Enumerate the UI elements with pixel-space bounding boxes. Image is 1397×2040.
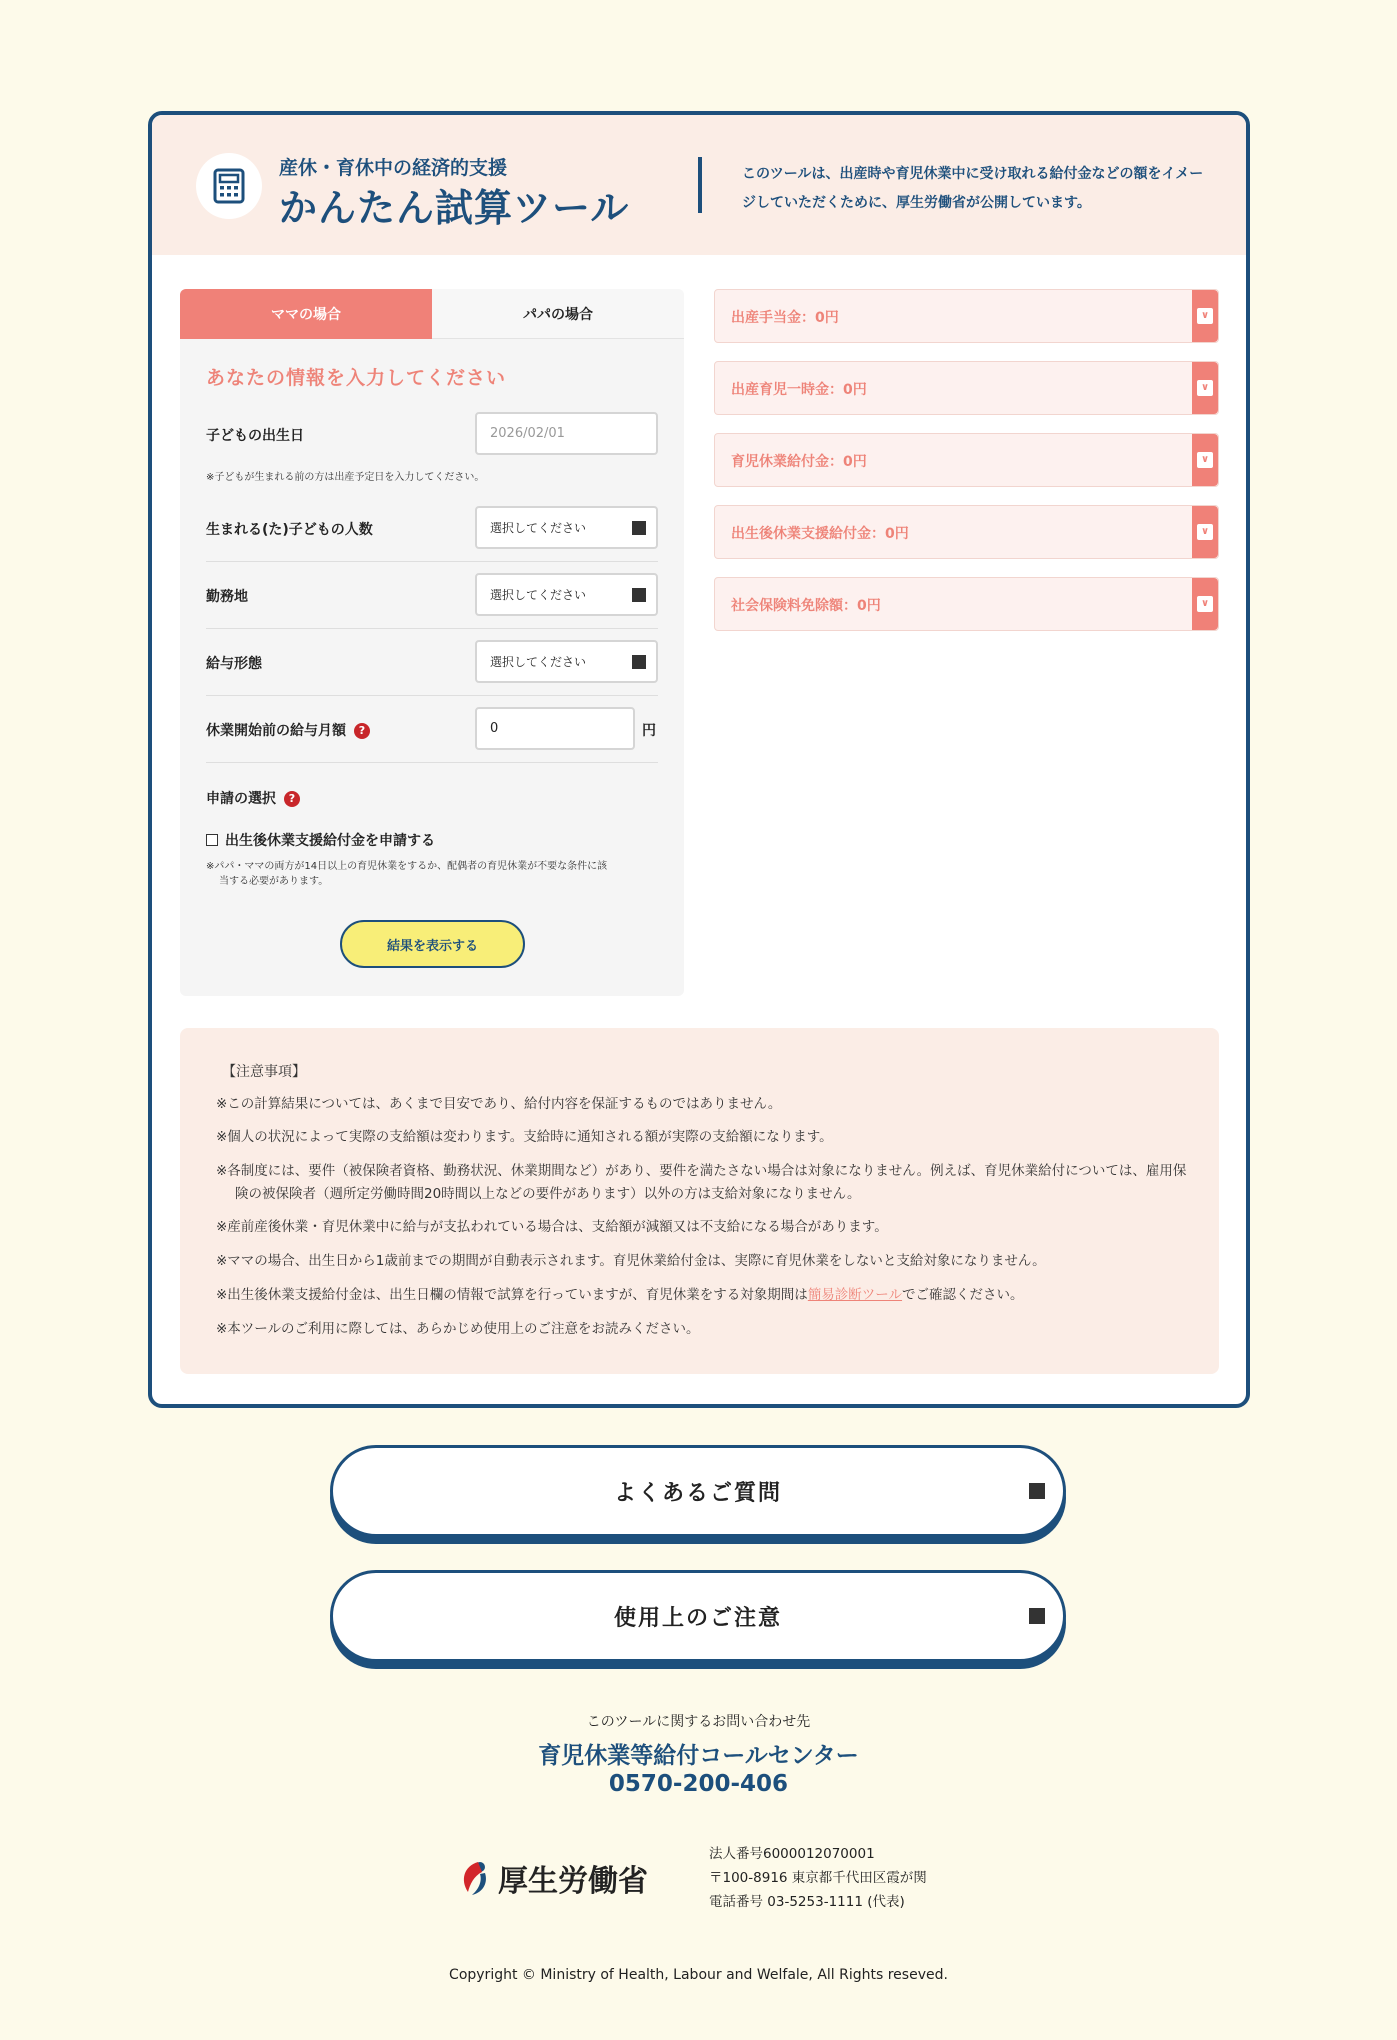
application-label-text: 申請の選択 xyxy=(206,791,276,807)
notes-item: ※本ツールのご利用に際しては、あらかじめ使用上のご注意をお読みください。 xyxy=(216,1321,700,1337)
simple-diagnosis-link[interactable]: 簡易診断ツール xyxy=(807,1287,903,1303)
birthdate-label: 子どもの出生日 xyxy=(206,428,304,444)
select-arrow-icon xyxy=(632,588,646,602)
application-note-line: 当する必要があります。 xyxy=(219,876,329,887)
salary-label xyxy=(206,720,370,740)
salary-value: 0 xyxy=(490,721,499,736)
phone-number: 電話番号 03-5253-1111 (代表) xyxy=(709,1894,905,1910)
contact-label: このツールに関するお問い合わせ先 xyxy=(586,1714,811,1730)
notes-text: でご確認ください。 xyxy=(902,1287,1024,1303)
yen-unit: 円 xyxy=(642,723,656,739)
salary-type-value: 選択してください xyxy=(490,655,587,669)
copyright: Copyright © Ministry of Health, Labour and Welfale, All Rights reseved. xyxy=(449,1967,948,1983)
application-note xyxy=(206,859,666,889)
expand-button[interactable] xyxy=(1192,506,1218,558)
workplace-select[interactable] xyxy=(475,573,658,616)
expand-button[interactable] xyxy=(1192,434,1218,486)
notes-box xyxy=(180,1028,1219,1374)
mhlw-logo[interactable] xyxy=(458,1854,648,1902)
header-description: このツールは、出産時や育児休業中に受け取れる給付金などの額をイメージしていただくために、厚生労働省が公開しています。 xyxy=(742,166,1204,211)
apply-checkbox-label[interactable]: 出生後休業支援給付金を申請する xyxy=(225,833,435,849)
mhlw-logo-icon xyxy=(458,1858,492,1898)
chevron-down-icon: ∨ xyxy=(1197,452,1213,468)
help-icon[interactable]: ? xyxy=(284,791,300,807)
result-maternity-allowance[interactable] xyxy=(714,289,1219,343)
notes-item: ※ママの場合、出生日から1歳前までの期間が自動表示されます。育児休業給付金は、実際に育児休業をしないと支給対象になりません。 xyxy=(216,1253,1046,1269)
apply-checkbox[interactable] xyxy=(206,834,218,846)
row-divider xyxy=(206,695,658,696)
page-title: かんたん試算ツール xyxy=(279,186,630,230)
faq-label: よくあるご質問 xyxy=(613,1480,782,1506)
call-center-name: 育児休業等給付コールセンター xyxy=(538,1743,859,1769)
notes-title: 【注意事項】 xyxy=(222,1064,306,1080)
caution-label: 使用上のご注意 xyxy=(613,1605,782,1631)
children-count-value: 選択してください xyxy=(490,521,587,535)
birthdate-input[interactable] xyxy=(475,412,658,455)
arrow-icon xyxy=(1029,1608,1045,1624)
application-note-line: ※パパ・ママの両方が14日以上の育児休業をするか、配偶者の育児休業が不要な条件に該 xyxy=(206,861,608,872)
result-label: 出産育児一時金：0円 xyxy=(731,382,867,398)
salary-label-text: 休業開始前の給与月額 xyxy=(206,723,346,739)
result-label: 出生後休業支援給付金：0円 xyxy=(731,526,909,542)
org-address xyxy=(709,1842,927,1914)
chevron-down-icon: ∨ xyxy=(1197,596,1213,612)
salary-type-label: 給与形態 xyxy=(206,656,262,672)
result-postbirth-support-benefit[interactable] xyxy=(714,505,1219,559)
result-childbirth-lump-sum[interactable] xyxy=(714,361,1219,415)
select-arrow-icon xyxy=(632,655,646,669)
notes-item: ※個人の状況によって実際の支給額は変わります。支給時に通知される額が実際の支給額になります。 xyxy=(216,1129,833,1145)
application-label xyxy=(206,788,300,808)
call-center-tel: 0570-200-406 xyxy=(608,1771,789,1797)
input-form-panel xyxy=(180,289,684,996)
header-subtitle: 産休・育休中の経済的支援 xyxy=(279,157,508,179)
result-social-insurance-exemption[interactable] xyxy=(714,577,1219,631)
expand-button[interactable] xyxy=(1192,362,1218,414)
birthdate-value: 2026/02/01 xyxy=(490,426,565,441)
workplace-label: 勤務地 xyxy=(206,589,248,605)
children-count-select[interactable] xyxy=(475,506,658,549)
children-count-label: 生まれる(た)子どもの人数 xyxy=(206,522,373,538)
salary-type-select[interactable] xyxy=(475,640,658,683)
corp-number: 法人番号6000012070001 xyxy=(709,1846,875,1862)
calculator-card xyxy=(148,111,1250,1408)
address: 〒100-8916 東京都千代田区霞が関 xyxy=(709,1870,927,1886)
result-label: 社会保険料免除額：0円 xyxy=(731,598,881,614)
result-childcare-leave-benefit[interactable] xyxy=(714,433,1219,487)
chevron-down-icon: ∨ xyxy=(1197,308,1213,324)
mhlw-name: 厚生労働省 xyxy=(498,1864,648,1899)
help-icon[interactable]: ? xyxy=(354,723,370,739)
header-divider xyxy=(698,157,702,213)
row-divider xyxy=(206,561,658,562)
card-header xyxy=(152,115,1246,255)
notes-text: ※出生後休業支援給付金は、出生日欄の情報で試算を行っていますが、育児休業をする対象期間は xyxy=(216,1287,808,1303)
faq-button[interactable] xyxy=(330,1445,1066,1537)
chevron-down-icon: ∨ xyxy=(1197,380,1213,396)
result-label: 出産手当金：0円 xyxy=(731,310,839,326)
tab-papa[interactable]: パパの場合 xyxy=(432,289,684,339)
notes-item xyxy=(216,1284,1191,1307)
row-divider xyxy=(206,762,658,763)
notes-item: ※産前産後休業・育児休業中に給与が支払われている場合は、支給額が減額又は不支給になる場合があります。 xyxy=(216,1219,888,1235)
calculator-icon xyxy=(196,153,262,219)
birthdate-note: ※子どもが生まれる前の方は出産予定日を入力してください。 xyxy=(206,472,485,483)
row-divider xyxy=(206,628,658,629)
result-label: 育児休業給付金：0円 xyxy=(731,454,867,470)
expand-button[interactable] xyxy=(1192,290,1218,342)
form-heading: あなたの情報を入力してください xyxy=(206,367,507,389)
chevron-down-icon: ∨ xyxy=(1197,524,1213,540)
expand-button[interactable] xyxy=(1192,578,1218,630)
select-arrow-icon xyxy=(632,521,646,535)
salary-input[interactable] xyxy=(475,707,635,750)
show-result-button[interactable]: 結果を表示する xyxy=(340,920,525,968)
usage-caution-button[interactable] xyxy=(330,1570,1066,1662)
tab-mama[interactable]: ママの場合 xyxy=(180,289,432,339)
workplace-value: 選択してください xyxy=(490,588,587,602)
notes-item: ※この計算結果については、あくまで目安であり、給付内容を保証するものではありません。 xyxy=(216,1096,782,1112)
arrow-icon xyxy=(1029,1483,1045,1499)
notes-item: ※各制度には、要件（被保険者資格、勤務状況、休業期間など）があり、要件を満たさない場合は対象になりません。例えば、育児休業給付については、雇用保険の被保険者（週所定労働時間20時間以上などの要件があります）以外の方は支給対象になりません。 xyxy=(216,1163,1187,1202)
